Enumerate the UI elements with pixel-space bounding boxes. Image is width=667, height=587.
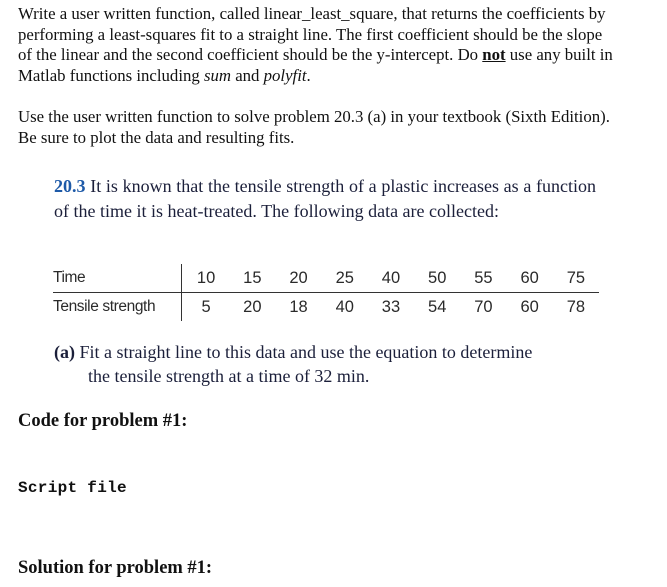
table-cell: 20 [275, 264, 321, 293]
table-cell: 75 [553, 264, 599, 293]
table-row [53, 264, 599, 293]
table-cell: 5 [201, 297, 211, 316]
code-heading: Code for problem #1: [18, 411, 188, 431]
data-table [53, 264, 599, 321]
part-a-line-2: the tensile strength at a time of 32 min. [88, 366, 370, 386]
assignment-instruction [18, 107, 666, 148]
table-cell: 18 [289, 297, 308, 316]
problem-statement: It is known that the tensile strength of a plastic increases as a function of the time it is heat-treated. The following data are collected: [54, 176, 597, 221]
table-cell: 50 [414, 264, 460, 293]
part-a-line-1: Fit a straight line to this data and use the equation to determine [79, 342, 533, 362]
row-label: Time [53, 264, 182, 293]
polyfit-function-name: polyfit [263, 65, 307, 85]
intro-line-4a: Matlab functions including [18, 65, 204, 85]
table-cell: 25 [322, 264, 368, 293]
intro-line-4b: and [231, 65, 264, 85]
instruction-line-1: Use the user written function to solve problem 20.3 (a) in your textbook (Sixth Edition). [18, 107, 610, 126]
instruction-line-2: Be sure to plot the data and resulting fits. [18, 127, 295, 147]
emphasis-not: not [482, 45, 506, 64]
table-cell: 33 [381, 297, 401, 316]
intro-line-1: Write a user written function, called linear_least_square, that returns the coefficients by [18, 4, 606, 23]
part-a-label: (a) [54, 342, 75, 362]
table-cell: 78 [566, 297, 586, 316]
intro-line-3b: use any built in [505, 45, 613, 64]
solution-heading: Solution for problem #1: [18, 558, 213, 578]
table-cell: 70 [474, 297, 493, 316]
table-cell: 40 [368, 264, 414, 293]
table-cell: 60 [507, 264, 553, 293]
intro-line-3a: of the linear and the second coefficient should be the y-intercept. Do [18, 45, 483, 64]
intro-line-2: performing a least-squares fit to a straight line. The first coefficient should be the slope [18, 24, 603, 44]
table-cell: 40 [335, 297, 354, 316]
intro-line-4c: . [306, 65, 311, 85]
problem-part-a [54, 340, 614, 388]
assignment-intro [18, 4, 666, 86]
table-cell: 55 [460, 264, 506, 293]
table-cell: 10 [183, 264, 229, 293]
table-cell: 54 [428, 297, 447, 316]
table-cell: 15 [229, 264, 275, 293]
table-cell: 60 [520, 297, 539, 316]
script-file-label: Script file [18, 479, 127, 497]
table-row [53, 293, 599, 322]
problem-number: 20.3 [54, 176, 86, 196]
table-cell: 20 [243, 297, 262, 316]
textbook-problem [54, 174, 596, 223]
row-label: Tensile strength [53, 298, 156, 315]
sum-function-name: sum [203, 65, 232, 85]
